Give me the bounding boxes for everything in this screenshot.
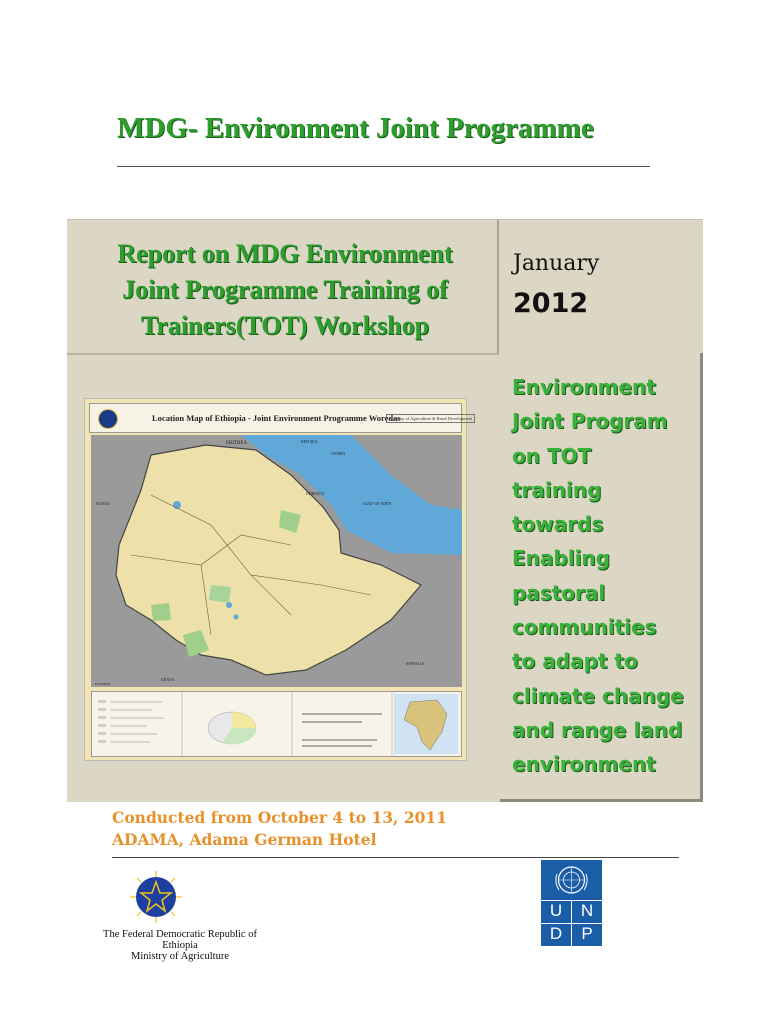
report-year: 2012 — [513, 288, 589, 319]
map-legend — [91, 691, 462, 757]
ministry-caption — [90, 929, 270, 962]
map-label-uganda: UGANDA — [95, 682, 111, 686]
government-name: The Federal Democratic Republic of Ethiopia — [103, 929, 257, 951]
description-line: communities — [512, 615, 657, 640]
report-title-line: Trainers(TOT) Workshop — [140, 311, 430, 340]
report-month: January — [513, 251, 600, 276]
map-label-djibouti: DJIBOUTI — [306, 491, 324, 496]
map-label-yemen: YEMEN — [331, 451, 346, 456]
un-emblem-icon — [541, 860, 602, 900]
description-text — [512, 370, 700, 782]
ethiopia-emblem-icon — [130, 871, 182, 923]
map-label-eritrea: ERITREA — [226, 441, 248, 446]
map-label-sudan: SUDAN — [96, 501, 110, 506]
map-label-red-sea: RED SEA — [301, 439, 318, 444]
title-date-divider — [497, 220, 499, 354]
description-line: training — [512, 477, 602, 502]
report-title-line: Joint Programme Training of — [122, 275, 448, 304]
title-map-divider — [67, 353, 499, 355]
description-line: to adapt to — [512, 649, 638, 674]
description-line: pastoral — [512, 580, 606, 605]
description-line: Enabling — [512, 546, 610, 571]
undp-letter-p: P — [581, 924, 593, 943]
cover-panel-top-border — [67, 219, 703, 220]
event-dates: Conducted from October 4 to 13, 2011 — [112, 808, 447, 827]
woreda-patch — [209, 585, 231, 603]
woreda-patch — [151, 603, 171, 621]
ministry-name: Ministry of Agriculture — [131, 951, 229, 962]
legend-graphic — [92, 692, 461, 756]
map-header — [89, 403, 473, 433]
ethiopia-location-map — [84, 398, 473, 761]
map-seal-icon — [98, 409, 118, 429]
description-line: climate change — [512, 683, 684, 708]
undp-letter-u: U — [549, 901, 563, 920]
undp-letter-n: N — [580, 901, 594, 920]
event-venue: ADAMA, Adama German Hotel — [112, 830, 377, 849]
event-details — [112, 807, 447, 851]
description-line: Joint Program — [512, 409, 668, 434]
description-line: environment — [512, 752, 656, 777]
map-title: Location Map of Ethiopia - Joint Environment Programme Woredas — [152, 413, 401, 423]
lake — [226, 602, 232, 608]
title-divider — [117, 166, 650, 167]
description-line: on TOT — [512, 443, 592, 468]
description-line: and range land — [512, 717, 683, 742]
map-label-somalia: SOMALIA — [406, 661, 425, 666]
undp-logo-icon — [541, 860, 602, 946]
description-line: Environment — [512, 375, 656, 399]
footer-divider — [112, 857, 679, 858]
report-title — [80, 236, 490, 344]
map-label-kenya: KENYA — [161, 677, 175, 682]
lake — [234, 615, 239, 620]
map-ministry-label: Ministry of Agriculture & Rural Development — [386, 414, 475, 423]
document-title: MDG- Environment Joint Programme — [117, 112, 594, 144]
description-line: towards — [512, 512, 604, 537]
undp-letter-d: D — [549, 924, 563, 943]
map-label-gulf-of-aden: GULF OF ADEN — [363, 501, 392, 506]
report-title-line: Report on MDG Environment — [117, 239, 453, 268]
map-graphic — [91, 435, 462, 687]
